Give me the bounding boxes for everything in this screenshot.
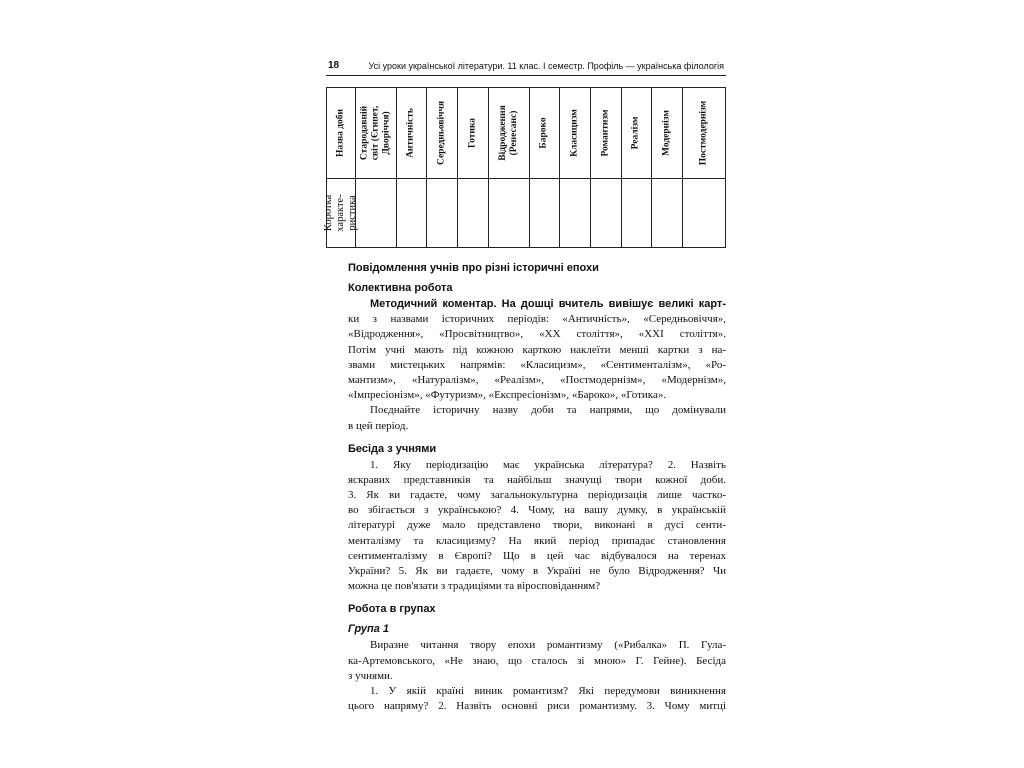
column-header: Відродження (Ренесанс) — [497, 105, 519, 161]
text-line: 1. У якій країні виник романтизм? Які передумови виникнення — [370, 684, 726, 697]
column-header-cell — [427, 88, 458, 179]
text-line: «Відродження», «Просвітництво», «XX століття», «XXI століття». — [348, 328, 726, 341]
row-label-cell — [327, 88, 356, 179]
empty-cell — [427, 179, 458, 248]
text-line: звами мистецьких напрямів: «Класицизм», «Сентименталізм», «Ро- — [348, 358, 726, 371]
column-header: Бароко — [538, 117, 549, 149]
column-header: Античність — [405, 108, 416, 158]
text-line: менталізму та класицизму? На який період припадає становлення — [348, 534, 726, 547]
text-line: з учнями. — [348, 669, 393, 682]
text-line: можна це пов'язати з традиціями та віросповіданням? — [348, 580, 601, 593]
column-header-cell — [560, 88, 591, 179]
column-header: Середньовіччя — [436, 100, 447, 166]
column-header: Стародавній світ (Єгипет, Дворіччя) — [359, 105, 392, 161]
text-line: во збігається з українською? 4. Чому, на вашу думку, в українській — [348, 504, 726, 517]
text-line: сентименталізму в Європі? Що в цей час відбувалося на теренах — [348, 549, 726, 562]
text-line: цього напряму? 2. Назвіть основні риси романтизму. 3. Чому митці — [348, 700, 726, 713]
column-header-cell — [396, 88, 427, 179]
text-line — [348, 297, 726, 312]
empty-cell — [590, 179, 621, 248]
section-heading-reports: Повідомлення учнів про різні історичні епохи — [348, 262, 599, 274]
section-heading-groups: Робота в групах — [348, 603, 436, 616]
column-header: Романтизм — [600, 109, 611, 157]
page-body — [348, 260, 726, 714]
table-header-row — [327, 88, 726, 179]
text-line: ка-Артемовського, «Не знаю, що сталось зі мною» Г. Гейне). Бесіда — [348, 654, 726, 667]
column-header: Реалізм — [630, 116, 641, 150]
empty-cell — [355, 179, 396, 248]
column-header-cell — [590, 88, 621, 179]
column-header-cell — [682, 88, 725, 179]
text-line: Виразне читання твору епохи романтизму («Рибалка» П. Гула- — [370, 639, 726, 652]
empty-cell — [560, 179, 591, 248]
group1-reading-paragraph — [348, 638, 726, 684]
column-header-cell — [621, 88, 652, 179]
text-line-content: Методичний коментар. На дошці вчитель вивішує великі карт- — [370, 298, 726, 310]
text-line: в цей період. — [348, 419, 409, 432]
text-line: літературі дуже мало представлено твори, виконані в дусі сенти- — [348, 519, 726, 532]
text-line: 1. Яку періодизацію має українська література? 2. Назвіть — [370, 458, 726, 471]
text-line: Потім учні мають під кожною карткою наклеїти менші картки з на- — [348, 343, 726, 356]
text-line: України? 5. Як ви гадаєте, чому в Україні не було Відродження? Чи — [348, 565, 726, 577]
running-title: Усі уроки української літератури. 11 клас. I семестр. Профіль — українська філологія — [368, 61, 724, 71]
empty-cell — [488, 179, 529, 248]
task-paragraph — [348, 403, 726, 433]
running-header — [326, 55, 726, 76]
method-comment-paragraph — [348, 297, 726, 403]
empty-cell — [652, 179, 683, 248]
epochs-table — [322, 87, 726, 248]
conversation-paragraph — [348, 458, 726, 595]
group1-questions-paragraph — [348, 684, 726, 714]
empty-cell — [682, 179, 725, 248]
column-header-cell — [652, 88, 683, 179]
column-header-cell — [457, 88, 488, 179]
text-line: яскравих представників та найбільш значущі твори кожної доби. — [348, 473, 726, 486]
text-line: Поєднайте історичну назву доби та напрями, що домінували — [370, 404, 726, 417]
empty-cell — [621, 179, 652, 248]
column-header: Готика — [467, 117, 478, 149]
row-label-cell — [322, 179, 358, 248]
column-header-cell — [529, 88, 560, 179]
empty-cell — [457, 179, 488, 248]
column-header-cell — [355, 88, 396, 179]
empty-cell — [529, 179, 560, 248]
empty-cell — [396, 179, 427, 248]
section-heading-conversation: Бесіда з учнями — [348, 442, 437, 455]
text-line: ки з назвами історичних періодів: «Античність», «Середньовіччя», — [348, 313, 726, 326]
section-heading-group-1: Група 1 — [348, 623, 390, 636]
column-header: Модернізм — [661, 110, 672, 156]
table-description-row — [327, 179, 726, 248]
column-header: Класицизм — [569, 109, 580, 157]
text-line: «Імпресіонізм», «Футуризм», «Експресіонізм», «Бароко», «Готика». — [348, 389, 667, 402]
column-header: Постмодернізм — [698, 100, 709, 166]
page-number: 18 — [328, 60, 340, 71]
text-line: 3. Як ви гадаєте, чому загальнокультурна періодизація лише частко- — [348, 489, 726, 502]
row-label-description: Коротка характе- ристика — [322, 194, 358, 232]
column-header-cell — [488, 88, 529, 179]
text-line: мантизм», «Натуралізм», «Реалізм», «Постмодернізм», «Модернізм», — [348, 373, 726, 386]
section-heading-collective: Колективна робота — [348, 282, 453, 294]
row-label-epoch-name: Назва доби — [335, 109, 346, 157]
